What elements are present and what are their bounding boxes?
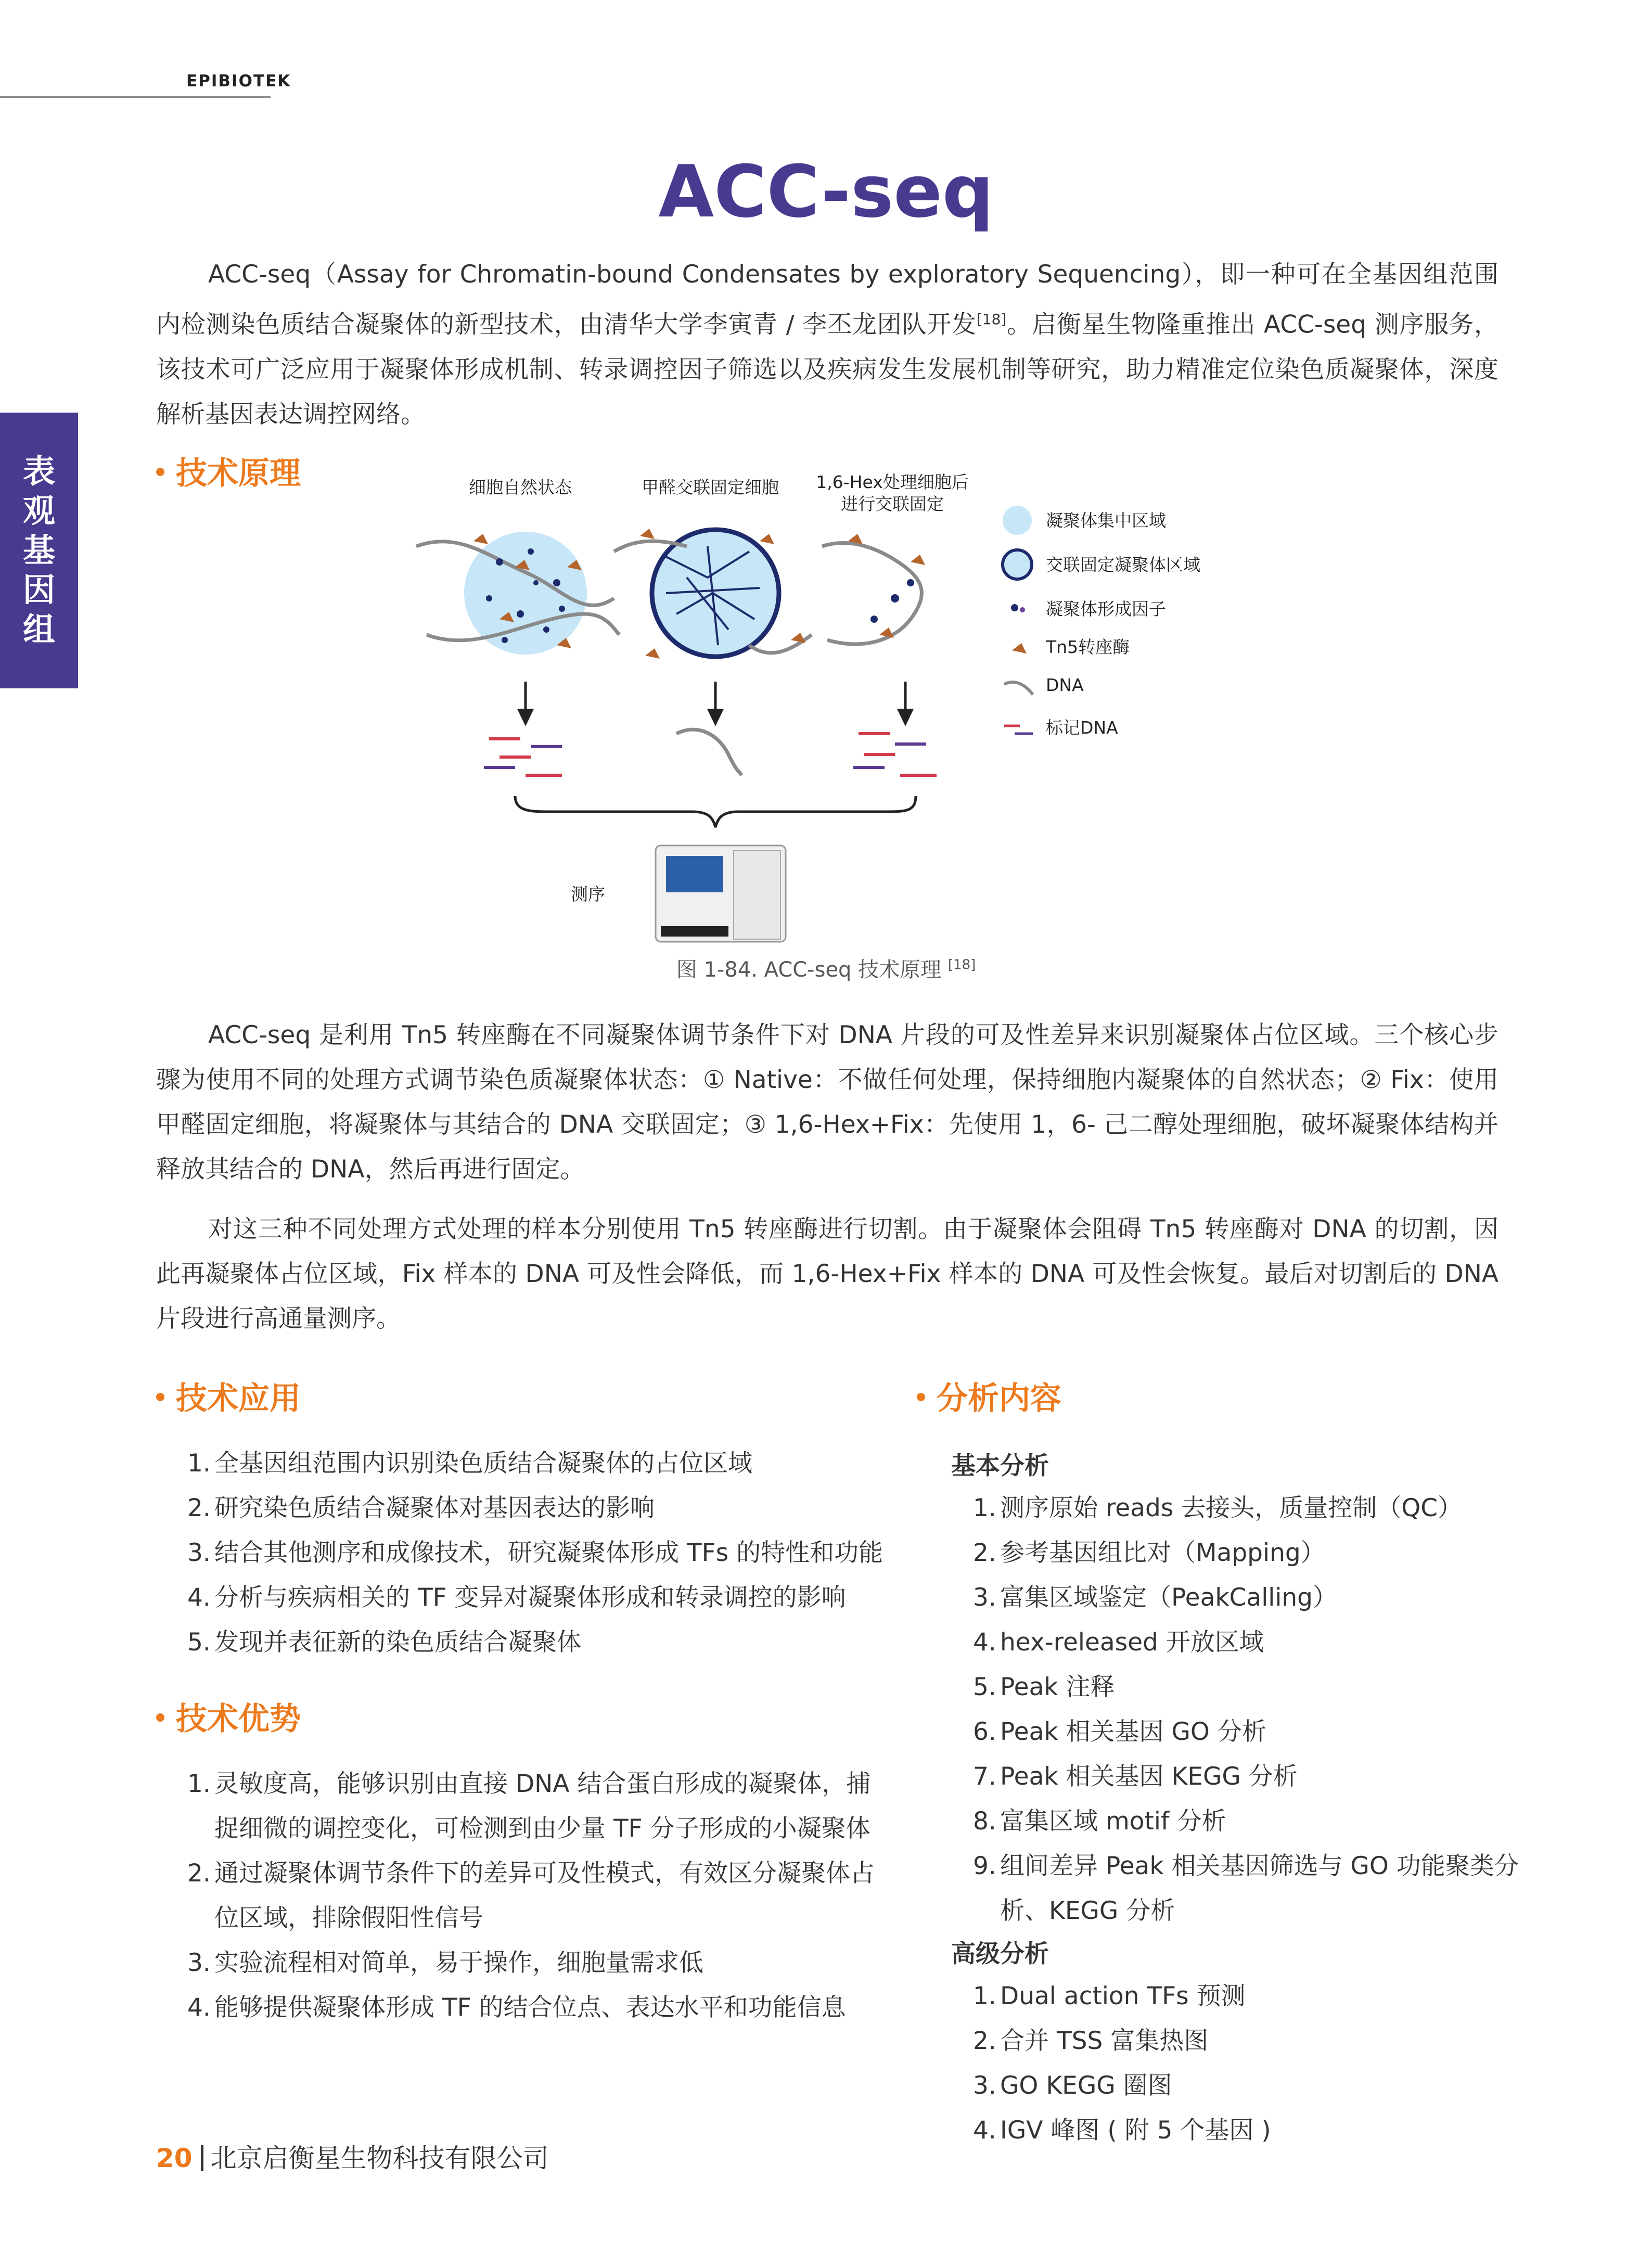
list-text: 实验流程相对简单，易于操作，细胞量需求低: [214, 1949, 703, 1977]
list-text: GO KEGG 圈图: [1000, 2071, 1172, 2100]
list-num: 1.: [973, 1494, 996, 1522]
intro-text-a: ACC-seq（Assay for Chromatin-bound Condensates by exploratory Sequencing），即一种可在全基因组范围内检测染色质结合凝聚体的新型技术，由清华大学李寅青 / 李丕龙团队开发: [156, 260, 1499, 339]
header-divider: [0, 96, 271, 98]
figure-col-label-fix: 甲醛交联固定细胞: [642, 477, 779, 497]
intro-paragraph: [156, 252, 1499, 437]
list-item: [973, 1575, 1525, 1620]
side-tab-char: 表: [22, 452, 55, 490]
list-item: [973, 1620, 1525, 1665]
list-text: Dual action TFs 预测: [1000, 1982, 1246, 2010]
list-item: [187, 1620, 905, 1665]
list-item: [973, 2108, 1525, 2153]
list-text: 全基因组范围内识别染色质结合凝聚体的占位区域: [214, 1449, 752, 1478]
section-heading-text: 技术应用: [176, 1380, 301, 1417]
principle-paragraph-1: [156, 1013, 1499, 1192]
side-chapter-tab: [0, 413, 78, 688]
down-arrows: [519, 682, 912, 723]
legend-label: 标记DNA: [1046, 718, 1118, 738]
legend-label: 凝聚体形成因子: [1046, 599, 1166, 619]
list-num: 4.: [187, 1583, 211, 1612]
list-text: 能够提供凝聚体形成 TF 的结合位点、表达水平和功能信息: [214, 1993, 846, 2022]
section-heading-principle: [156, 449, 301, 493]
list-num: 2.: [973, 1539, 996, 1567]
list-item: [973, 2064, 1525, 2108]
caption-text: 图 1-84. ACC-seq 技术原理: [676, 958, 942, 982]
figure-caption: [0, 953, 1652, 983]
footer-divider: [201, 2145, 203, 2171]
side-tab-char: 基: [22, 531, 55, 569]
list-text: 发现并表征新的染色质结合凝聚体: [214, 1628, 581, 1657]
list-item: [187, 1941, 895, 1985]
merge-brace: [515, 796, 916, 827]
untagged-dna: [676, 729, 741, 775]
footer-company: 北京启衡星生物科技有限公司: [210, 2143, 549, 2173]
intro-text-b: 。启衡星生物隆重推出 ACC-seq 测序服务，该技术可广泛应用于凝聚体形成机制、转录调控因子筛选以及疾病发生发展机制等研究，助力精准定位染色质凝聚体，深度解析基因表达调控网络。: [156, 310, 1499, 429]
caption-ref: [18]: [947, 957, 976, 973]
page-number: 20: [156, 2143, 193, 2173]
list-item: [973, 1974, 1525, 2019]
side-tab-char: 观: [22, 492, 55, 530]
legend-label: DNA: [1046, 675, 1084, 695]
native-condensate: [416, 532, 619, 655]
released-dna: [822, 534, 925, 644]
list-num: 5.: [973, 1673, 996, 1701]
figure-seq-label: 测序: [571, 884, 605, 904]
list-item: [973, 1710, 1525, 1754]
sequencer-icon: [656, 845, 786, 942]
list-item: [973, 1799, 1525, 1844]
list-num: 8.: [973, 1807, 996, 1836]
legend-label: 凝聚体集中区域: [1046, 510, 1166, 531]
intro-ref: [18]: [976, 311, 1007, 328]
list-item: [973, 1665, 1525, 1710]
figure-col-label-hex-1: 1,6-Hex处理细胞后: [816, 472, 969, 492]
section-heading-text: 技术原理: [176, 455, 301, 492]
applications-list: [187, 1441, 905, 1665]
side-tab-char: 组: [22, 610, 55, 648]
list-num: 7.: [973, 1762, 996, 1791]
list-text: 灵敏度高，能够识别由直接 DNA 结合蛋白形成的凝聚体，捕捉细微的调控变化，可检测到由少量 TF 分子形成的小凝聚体: [214, 1770, 871, 1843]
list-text: hex-released 开放区域: [1000, 1628, 1264, 1657]
list-item: [973, 1531, 1525, 1575]
list-item: [973, 2019, 1525, 2064]
list-num: 1.: [187, 1770, 211, 1798]
list-num: 2.: [187, 1494, 211, 1522]
list-text: Peak 注释: [1000, 1673, 1115, 1701]
fixed-condensate: [614, 529, 812, 659]
page-footer: [156, 2137, 549, 2175]
basic-analysis-list: [973, 1486, 1525, 1933]
list-num: 2.: [187, 1859, 211, 1888]
principle-paragraph-1-text: ACC-seq 是利用 Tn5 转座酶在不同凝聚体调节条件下对 DNA 片段的可及性差异来识别凝聚体占位区域。三个核心步骤为使用不同的处理方式调节染色质凝聚体状态：① Native：不做任何处理，保持细胞内凝聚体的自然状态；② Fix：使用甲醛固定细胞，将凝聚体与其结合的 DNA 交联固定；③ 1,6-Hex+Fix：先使用 1，6- 己二醇处理细胞，破坏凝聚体结构并释放其结合的 DNA，然后再进行固定。: [156, 1021, 1499, 1184]
principle-paragraph-2: [156, 1207, 1499, 1341]
list-text: Peak 相关基因 KEGG 分析: [1000, 1762, 1298, 1791]
principle-figure: [395, 463, 1290, 952]
advantages-list: [187, 1762, 895, 2030]
list-num: 3.: [187, 1949, 211, 1977]
side-tab-char: 因: [22, 571, 55, 609]
figure-col-label-hex-2: 进行交联固定: [841, 494, 944, 514]
tagged-fragments: [484, 734, 937, 775]
list-item: [973, 1486, 1525, 1531]
list-item: [187, 1985, 895, 2030]
list-item: [187, 1531, 905, 1575]
list-item: [187, 1441, 905, 1486]
legend-label: 交联固定凝聚体区域: [1046, 555, 1200, 575]
list-num: 4.: [973, 1628, 996, 1657]
list-item: [973, 1844, 1525, 1933]
list-text: 通过凝聚体调节条件下的差异可及性模式，有效区分凝聚体占位区域，排除假阳性信号: [214, 1859, 875, 1932]
header-brand: EPIBIOTEK: [186, 72, 291, 91]
bullet-dot: [156, 468, 164, 476]
list-item: [187, 1762, 895, 1851]
list-num: 4.: [187, 1993, 211, 2022]
list-num: 1.: [973, 1982, 996, 2010]
list-text: 测序原始 reads 去接头，质量控制（QC）: [1000, 1494, 1463, 1522]
section-heading-text: 技术优势: [176, 1701, 301, 1737]
list-num: 1.: [187, 1449, 211, 1478]
bullet-dot: [156, 1713, 164, 1722]
list-item: [187, 1851, 895, 1941]
list-num: 3.: [973, 1583, 996, 1612]
list-item: [973, 1754, 1525, 1799]
section-heading-analysis: [917, 1374, 1061, 1418]
bullet-dot: [156, 1393, 164, 1401]
list-text: IGV 峰图 ( 附 5 个基因 ): [1000, 2116, 1271, 2145]
list-item: [187, 1486, 905, 1531]
list-num: 6.: [973, 1718, 996, 1746]
list-text: 富集区域 motif 分析: [1000, 1807, 1226, 1836]
list-text: 合并 TSS 富集热图: [1000, 2027, 1209, 2055]
list-text: 富集区域鉴定（PeakCalling）: [1000, 1583, 1338, 1612]
basic-analysis-title: 基本分析: [951, 1452, 1049, 1480]
list-text: 参考基因组比对（Mapping）: [1000, 1539, 1325, 1567]
list-num: 2.: [973, 2027, 996, 2055]
list-text: 组间差异 Peak 相关基因筛选与 GO 功能聚类分析、KEGG 分析: [1000, 1852, 1519, 1925]
list-item: [187, 1575, 905, 1620]
legend-label: Tn5转座酶: [1046, 637, 1130, 657]
advanced-analysis-title: 高级分析: [951, 1940, 1049, 1968]
principle-paragraph-2-text: 对这三种不同处理方式处理的样本分别使用 Tn5 转座酶进行切割。由于凝聚体会阻碍 Tn5 转座酶对 DNA 的切割，因此再凝聚体占位区域，Fix 样本的 DNA 可及性会降低，而 1,6-Hex+Fix 样本的 DNA 可及性会恢复。最后对切割后的 DNA 片段进行高通量测序。: [156, 1215, 1499, 1333]
list-num: 5.: [187, 1628, 211, 1657]
list-text: 研究染色质结合凝聚体对基因表达的影响: [214, 1494, 655, 1522]
list-text: 分析与疾病相关的 TF 变异对凝聚体形成和转录调控的影响: [214, 1583, 846, 1612]
list-text: Peak 相关基因 GO 分析: [1000, 1718, 1266, 1746]
list-text: 结合其他测序和成像技术，研究凝聚体形成 TFs 的特性和功能: [214, 1539, 883, 1567]
figure-legend: [1003, 506, 1200, 738]
page-title: ACC-seq: [658, 150, 994, 234]
list-num: 9.: [973, 1852, 996, 1880]
advanced-analysis-list: [973, 1974, 1525, 2153]
figure-col-label-native: 细胞自然状态: [469, 477, 572, 497]
section-heading-text: 分析内容: [937, 1380, 1061, 1417]
section-heading-applications: [156, 1374, 301, 1418]
bullet-dot: [917, 1393, 925, 1401]
list-num: 3.: [973, 2071, 996, 2100]
list-num: 3.: [187, 1539, 211, 1567]
section-heading-advantages: [156, 1694, 301, 1739]
list-num: 4.: [973, 2116, 996, 2145]
